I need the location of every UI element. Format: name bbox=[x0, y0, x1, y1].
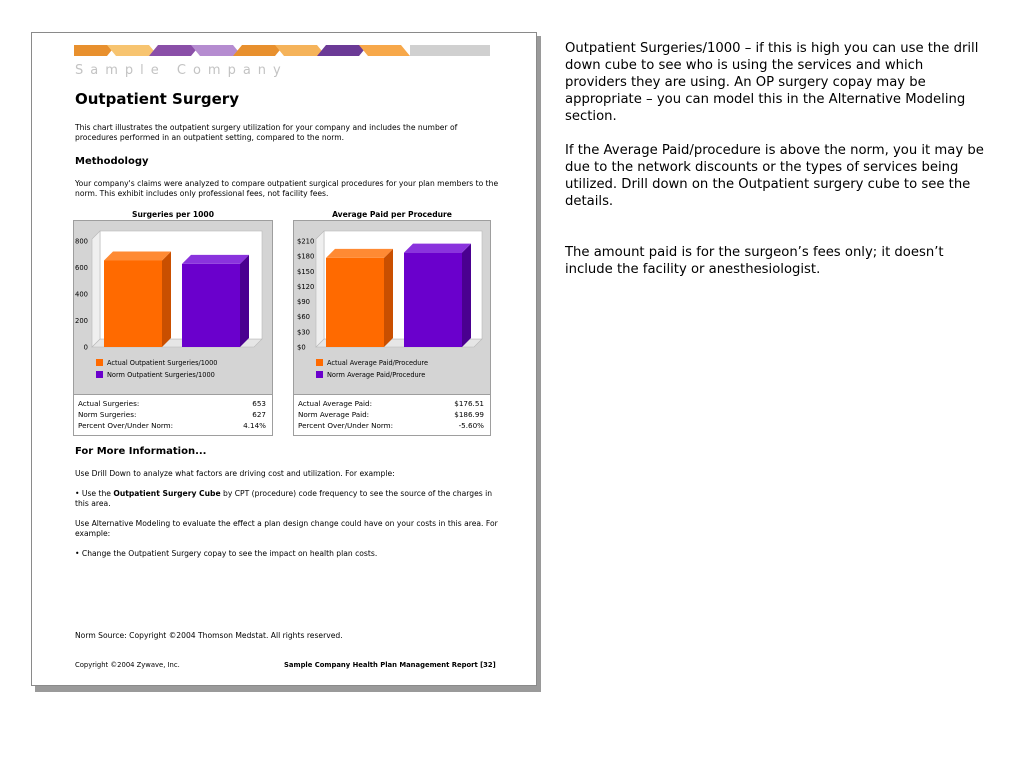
y-tick-label: $60 bbox=[297, 313, 310, 322]
y-tick-label: 800 bbox=[75, 237, 88, 246]
chart-surgeries-per-1000 bbox=[73, 220, 273, 395]
chart-title-avg-paid: Average Paid per Procedure bbox=[332, 210, 452, 219]
bar-actual-side bbox=[384, 249, 393, 347]
plot-side-wall bbox=[316, 231, 324, 347]
footer-report-title: Sample Company Health Plan Management Report [32] bbox=[284, 661, 496, 669]
note-paragraph-3: The amount paid is for the surgeon’s fees only; it doesn’t include the facility or anesthesiologist. bbox=[565, 245, 944, 277]
banner-gray-segment bbox=[410, 45, 490, 56]
note-paragraph-2: If the Average Paid/procedure is above the norm, you it may be due to the network discounts or the types of services being utilized. Drill down on the Outpatient surgery cube to see the details. bbox=[565, 143, 984, 209]
more-info-p1: Use Drill Down to analyze what factors are driving cost and utilization. For example: bbox=[75, 469, 395, 478]
intro-text: This chart illustrates the outpatient surgery utilization for your company and includes the number of procedures performed in an outpatient setting, compared to the norm. bbox=[75, 123, 458, 142]
page-title: Outpatient Surgery bbox=[75, 90, 239, 108]
legend-swatch bbox=[96, 371, 103, 378]
bar-norm-side bbox=[240, 255, 249, 347]
y-tick-label: $180 bbox=[297, 252, 315, 261]
more-info-heading: For More Information... bbox=[75, 446, 207, 457]
stat-value: 653 bbox=[252, 399, 266, 408]
stat-row bbox=[78, 421, 266, 431]
stat-label: Percent Over/Under Norm: bbox=[78, 421, 174, 430]
stat-row bbox=[298, 421, 484, 431]
legend-swatch bbox=[96, 359, 103, 366]
stat-label: Norm Average Paid: bbox=[298, 410, 370, 419]
more-info-p2: Use Alternative Modeling to evaluate the effect a plan design change could have on your costs in this area. For example: bbox=[75, 519, 498, 538]
bullet-suffix: by CPT (procedure) code frequency to see the source of the charges in this area. bbox=[75, 489, 493, 508]
bar-norm bbox=[404, 253, 462, 347]
y-tick-label: $90 bbox=[297, 298, 310, 307]
chart-average-paid bbox=[293, 220, 491, 395]
stat-value: 627 bbox=[252, 410, 266, 419]
bar-norm-top bbox=[182, 255, 249, 264]
stat-row bbox=[78, 410, 266, 420]
methodology-heading: Methodology bbox=[75, 156, 149, 167]
more-info-bullet1 bbox=[75, 489, 500, 509]
stat-label: Norm Surgeries: bbox=[78, 410, 137, 419]
bar-actual-top bbox=[104, 251, 171, 260]
bar-norm-side bbox=[462, 244, 471, 347]
cube-link-text: Outpatient Surgery Cube bbox=[113, 489, 221, 498]
stat-label: Percent Over/Under Norm: bbox=[298, 421, 394, 430]
legend-swatch bbox=[316, 371, 323, 378]
y-tick-label: 0 bbox=[83, 343, 88, 352]
banner-graphic bbox=[74, 45, 490, 56]
bullet-prefix: • Use the bbox=[75, 489, 114, 498]
y-tick-label: $0 bbox=[297, 343, 306, 352]
y-tick-label: $150 bbox=[297, 267, 315, 276]
y-tick-label: 200 bbox=[75, 317, 88, 325]
stats-surgeries bbox=[73, 395, 273, 436]
bar-actual-side bbox=[162, 251, 171, 347]
y-tick-label: $120 bbox=[297, 282, 315, 291]
chart-avg-paid-svg bbox=[294, 221, 490, 394]
stat-value: $186.99 bbox=[454, 410, 484, 419]
legend-label: Actual Outpatient Surgeries/1000 bbox=[107, 359, 218, 367]
stat-row bbox=[298, 410, 484, 420]
y-tick-label: $30 bbox=[297, 328, 310, 337]
stat-value: 4.14% bbox=[243, 421, 266, 430]
plot-side-wall bbox=[92, 231, 100, 347]
more-info-bullet2: • Change the Outpatient Surgery copay to see the impact on health plan costs. bbox=[75, 549, 378, 558]
bar-norm-top bbox=[404, 244, 471, 253]
methodology-text: Your company's claims were analyzed to compare outpatient surgical procedures for your plan members to the norm. This exhibit includes only professional fees, not facility fees. bbox=[75, 179, 499, 198]
bar-actual bbox=[104, 260, 162, 347]
company-name: Sample Company bbox=[75, 63, 288, 78]
stat-row bbox=[298, 399, 484, 409]
stats-avg-paid bbox=[293, 395, 491, 436]
stat-value: -5.60% bbox=[458, 421, 484, 430]
stat-label: Actual Surgeries: bbox=[78, 399, 140, 408]
note-paragraph-1: Outpatient Surgeries/1000 – if this is high you can use the drill down cube to see who is using the services and which providers they are using. An OP surgery copay may be appropriate – you can model this in the Alternative Modeling section. bbox=[565, 41, 979, 124]
y-tick-label: 400 bbox=[75, 290, 88, 299]
legend-swatch bbox=[316, 359, 323, 366]
legend-label: Norm Outpatient Surgeries/1000 bbox=[107, 371, 215, 379]
chart-surgeries-svg bbox=[74, 221, 272, 394]
y-tick-label: 600 bbox=[75, 264, 88, 272]
y-tick-label: $210 bbox=[297, 237, 315, 246]
legend-label: Norm Average Paid/Procedure bbox=[327, 371, 426, 379]
banner-segment bbox=[359, 45, 410, 56]
bar-actual-top bbox=[326, 249, 393, 258]
bar-norm bbox=[182, 264, 240, 347]
report-page bbox=[31, 32, 537, 686]
stat-value: $176.51 bbox=[454, 399, 484, 408]
legend-label: Actual Average Paid/Procedure bbox=[327, 359, 429, 367]
stat-label: Actual Average Paid: bbox=[298, 399, 372, 408]
speaker-notes bbox=[565, 40, 985, 278]
chart-title-surgeries: Surgeries per 1000 bbox=[132, 210, 214, 219]
footer-copyright: Copyright ©2004 Zywave, Inc. bbox=[75, 661, 180, 669]
bar-actual bbox=[326, 258, 384, 347]
norm-source: Norm Source: Copyright ©2004 Thomson Medstat. All rights reserved. bbox=[75, 631, 343, 640]
stat-row bbox=[78, 399, 266, 409]
